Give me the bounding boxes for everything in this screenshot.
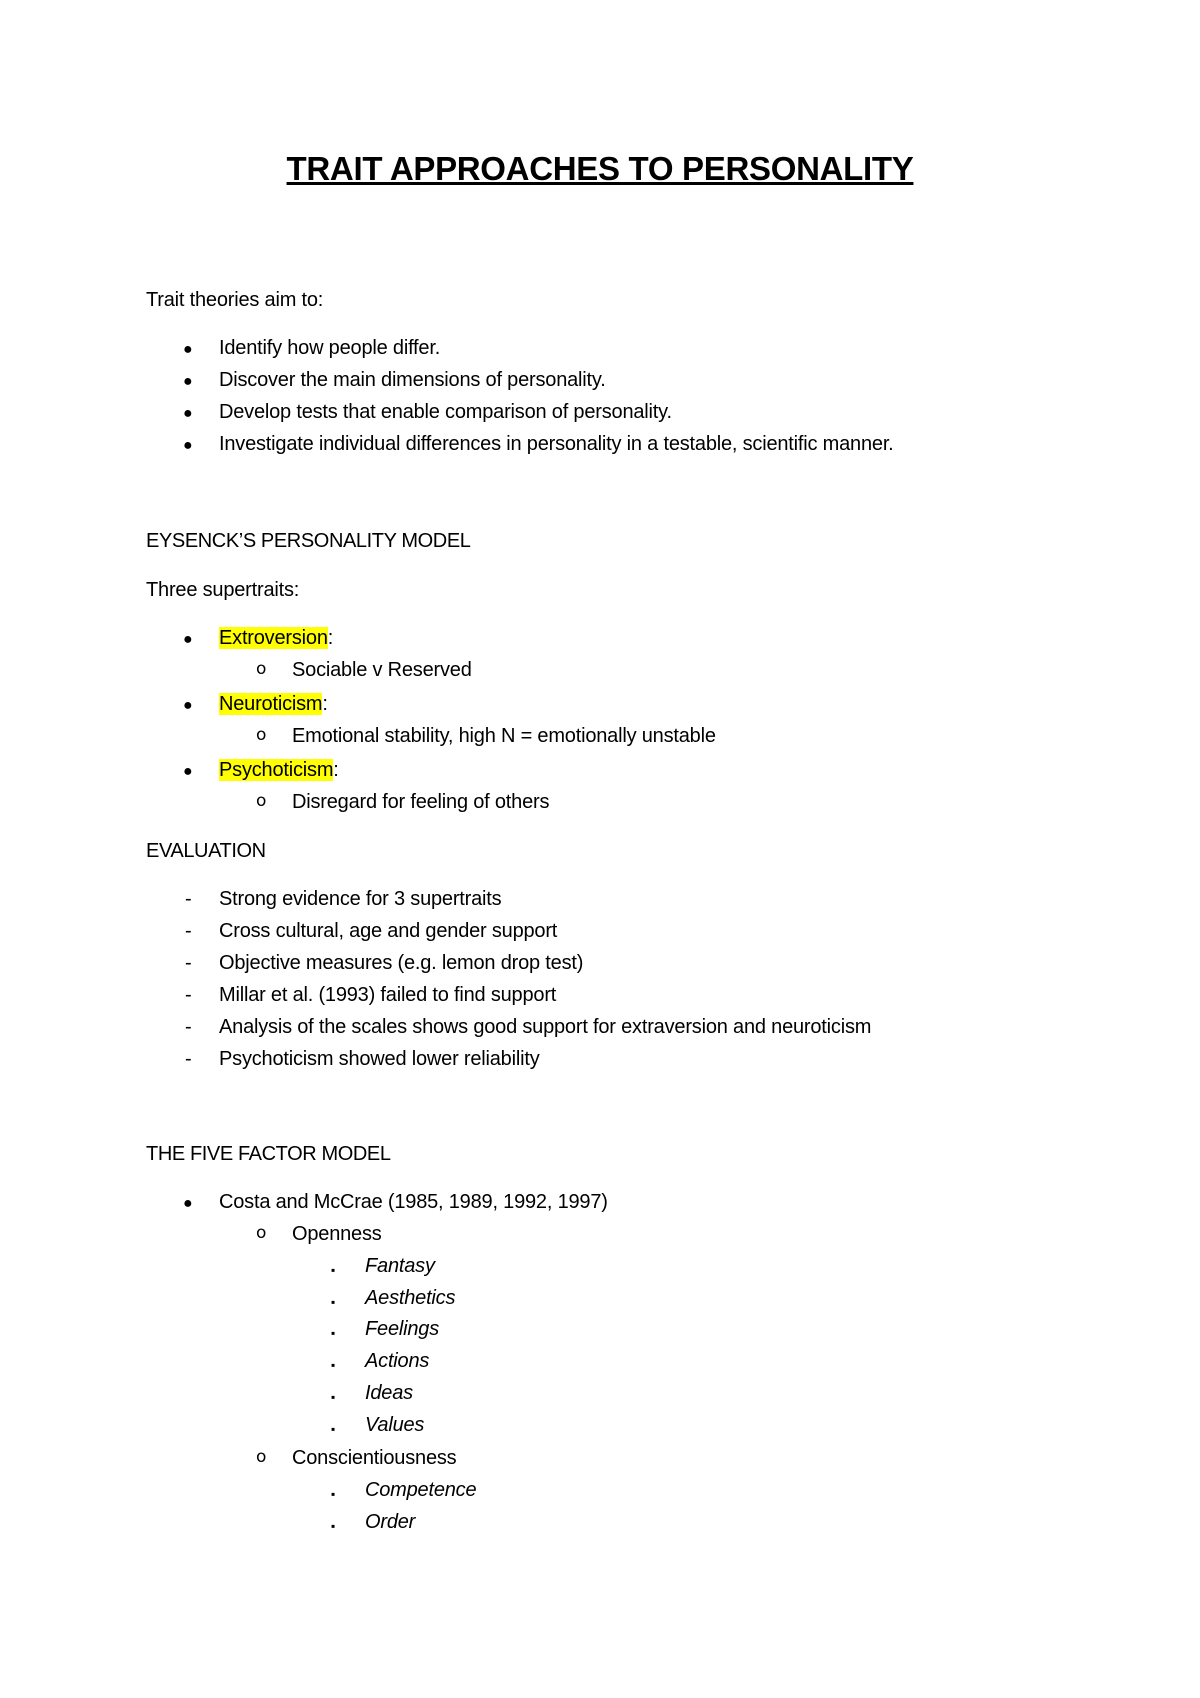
intro-lead: Trait theories aim to: xyxy=(146,289,324,311)
square-marker: ▪ xyxy=(331,1519,336,1533)
intro-item: Identify how people differ. xyxy=(219,337,441,359)
evaluation-item: Analysis of the scales shows good support for extraversion and neuroticism xyxy=(219,1016,872,1038)
five-factor-item: Costa and McCrae (1985, 1989, 1992, 1997) xyxy=(219,1191,608,1213)
square-marker: ▪ xyxy=(331,1295,336,1309)
trait-suffix: : xyxy=(333,759,339,781)
trait-detail: Emotional stability, high N = emotionally unstable xyxy=(292,725,716,747)
trait-name-highlight: Neuroticism xyxy=(219,693,323,715)
square-marker: ▪ xyxy=(331,1263,336,1277)
bullet-marker: ● xyxy=(183,405,193,422)
bullet-marker: ● xyxy=(183,763,193,780)
section-heading-eysenck: EYSENCK’S PERSONALITY MODEL xyxy=(146,530,471,552)
evaluation-item: Objective measures (e.g. lemon drop test) xyxy=(219,952,584,974)
evaluation-item: Cross cultural, age and gender support xyxy=(219,920,558,942)
square-marker: ▪ xyxy=(331,1487,336,1501)
section-heading-evaluation: EVALUATION xyxy=(146,840,266,862)
page-title: TRAIT APPROACHES TO PERSONALITY xyxy=(286,150,914,187)
trait-item xyxy=(219,625,333,651)
trait-detail: Sociable v Reserved xyxy=(292,659,472,681)
circle-marker: o xyxy=(256,659,267,679)
bullet-marker: ● xyxy=(183,1195,193,1212)
facet-item: Fantasy xyxy=(365,1255,435,1277)
square-marker: ▪ xyxy=(331,1326,336,1340)
facet-item: Values xyxy=(365,1414,425,1436)
facet-item: Actions xyxy=(365,1350,430,1372)
factor-name: Openness xyxy=(292,1223,382,1245)
trait-suffix: : xyxy=(322,693,328,715)
dash-marker: - xyxy=(185,984,192,1006)
circle-marker: o xyxy=(256,1447,267,1467)
circle-marker: o xyxy=(256,1223,267,1243)
square-marker: ▪ xyxy=(331,1422,336,1436)
trait-item xyxy=(219,691,328,717)
circle-marker: o xyxy=(256,791,267,811)
dash-marker: - xyxy=(185,952,192,974)
evaluation-item: Psychoticism showed lower reliability xyxy=(219,1048,540,1070)
factor-name: Conscientiousness xyxy=(292,1447,457,1469)
trait-suffix: : xyxy=(327,627,334,649)
dash-marker: - xyxy=(185,1048,192,1070)
bullet-marker: ● xyxy=(183,373,193,390)
facet-item: Aesthetics xyxy=(365,1287,456,1309)
intro-item: Discover the main dimensions of personality. xyxy=(219,369,606,391)
dash-marker: - xyxy=(185,1016,192,1038)
bullet-marker: ● xyxy=(183,341,193,358)
eysenck-lead: Three supertraits: xyxy=(146,579,300,601)
evaluation-item: Millar et al. (1993) failed to find support xyxy=(219,984,557,1006)
bullet-marker: ● xyxy=(183,631,193,648)
section-heading-five-factor: THE FIVE FACTOR MODEL xyxy=(146,1143,391,1165)
bullet-marker: ● xyxy=(183,697,193,714)
facet-item: Competence xyxy=(365,1479,477,1501)
bullet-marker: ● xyxy=(183,437,193,454)
dash-marker: - xyxy=(185,920,192,942)
intro-item: Investigate individual differences in personality in a testable, scientific manner. xyxy=(219,433,894,455)
dash-marker: - xyxy=(185,888,192,910)
facet-item: Ideas xyxy=(365,1382,413,1404)
square-marker: ▪ xyxy=(331,1390,336,1404)
evaluation-item: Strong evidence for 3 supertraits xyxy=(219,888,502,910)
circle-marker: o xyxy=(256,725,267,745)
intro-item: Develop tests that enable comparison of personality. xyxy=(219,401,672,423)
square-marker: ▪ xyxy=(331,1358,336,1372)
trait-item xyxy=(219,757,339,783)
trait-name-highlight: Psychoticism xyxy=(219,759,334,781)
facet-item: Feelings xyxy=(365,1318,439,1340)
trait-detail: Disregard for feeling of others xyxy=(292,791,550,813)
trait-name-highlight: Extroversion xyxy=(219,627,328,649)
facet-item: Order xyxy=(365,1511,416,1533)
